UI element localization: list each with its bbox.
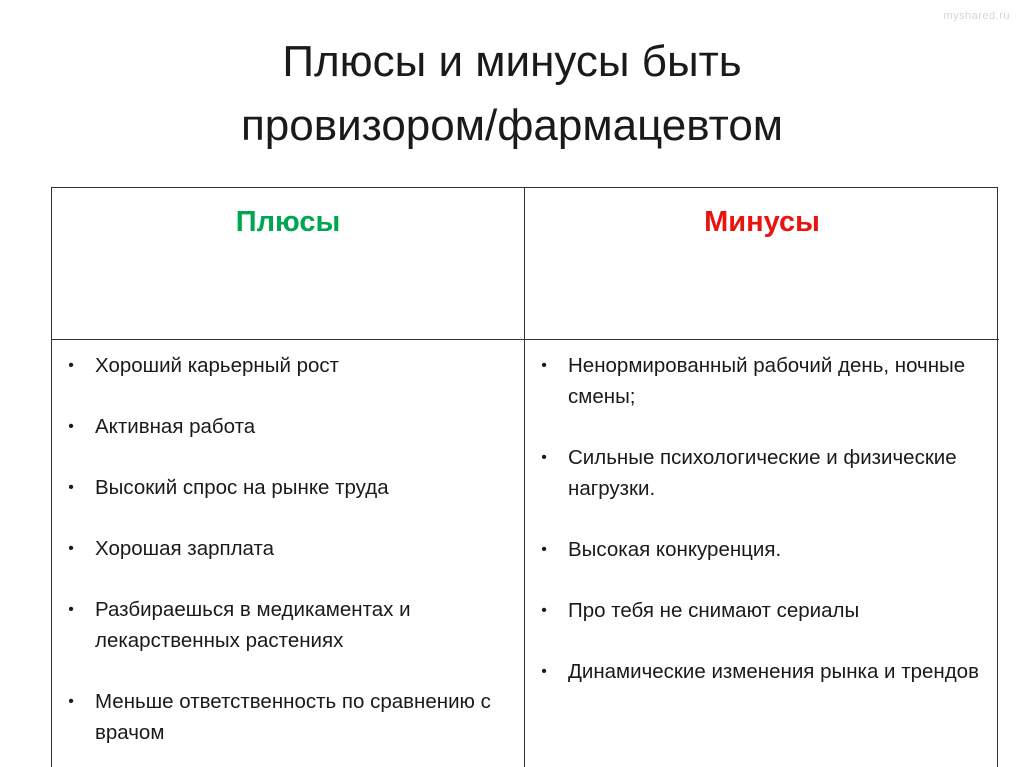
cons-list-item — [525, 595, 999, 626]
bullet-icon: • — [541, 602, 547, 619]
bullet-icon: • — [68, 418, 74, 435]
pros-item-text: Меньше ответственность по сравнению с врачом — [95, 690, 491, 744]
pros-list-item — [52, 686, 524, 748]
slide-title-line-2: провизором/фармацевтом — [240, 101, 784, 150]
bullet-icon: • — [68, 540, 74, 557]
bullet-icon: • — [68, 693, 74, 710]
bullet-icon: • — [68, 601, 74, 618]
cons-list-item — [525, 442, 999, 504]
cons-list-item — [525, 534, 999, 565]
cons-header: Минусы — [704, 206, 820, 238]
pros-item-text: Активная работа — [95, 415, 256, 438]
pros-list-cell — [52, 340, 525, 767]
bullet-icon: • — [541, 449, 547, 466]
bullet-icon: • — [541, 541, 547, 558]
cons-item-text: Ненормированный рабочий день, ночные смены; — [568, 354, 966, 408]
pros-list-item — [52, 411, 524, 442]
cons-list-item — [525, 656, 999, 687]
bullet-icon: • — [541, 663, 547, 680]
cons-list — [525, 350, 999, 717]
pros-list — [52, 350, 524, 767]
cons-item-text: Сильные психологические и физические нагрузки. — [568, 446, 957, 500]
pros-header: Плюсы — [235, 206, 341, 238]
pros-header-cell — [52, 188, 525, 340]
bullet-icon: • — [68, 357, 74, 374]
slide-title-line-1: Плюсы и минусы быть — [282, 37, 742, 86]
slide-title — [0, 30, 1024, 158]
bullet-icon: • — [68, 479, 74, 496]
cons-item-text: Динамические изменения рынка и трендов — [568, 660, 979, 683]
cons-list-item — [525, 350, 999, 412]
pros-cons-table — [51, 187, 998, 767]
bullet-icon: • — [541, 357, 547, 374]
cons-header-cell — [525, 188, 999, 340]
pros-list-item — [52, 594, 524, 656]
cons-item-text: Высокая конкуренция. — [568, 538, 782, 561]
pros-list-item — [52, 533, 524, 564]
pros-item-text: Высокий спрос на рынке труда — [95, 476, 389, 499]
pros-item-text: Хорошая зарплата — [95, 537, 275, 560]
pros-item-text: Хороший карьерный рост — [95, 354, 340, 377]
pros-list-item — [52, 472, 524, 503]
cons-item-text: Про тебя не снимают сериалы — [568, 599, 860, 622]
pros-list-item — [52, 350, 524, 381]
pros-item-text: Разбираешься в медикаментах и лекарственных растениях — [95, 598, 411, 652]
watermark: myshared.ru — [943, 10, 1010, 22]
cons-list-cell — [525, 340, 999, 767]
